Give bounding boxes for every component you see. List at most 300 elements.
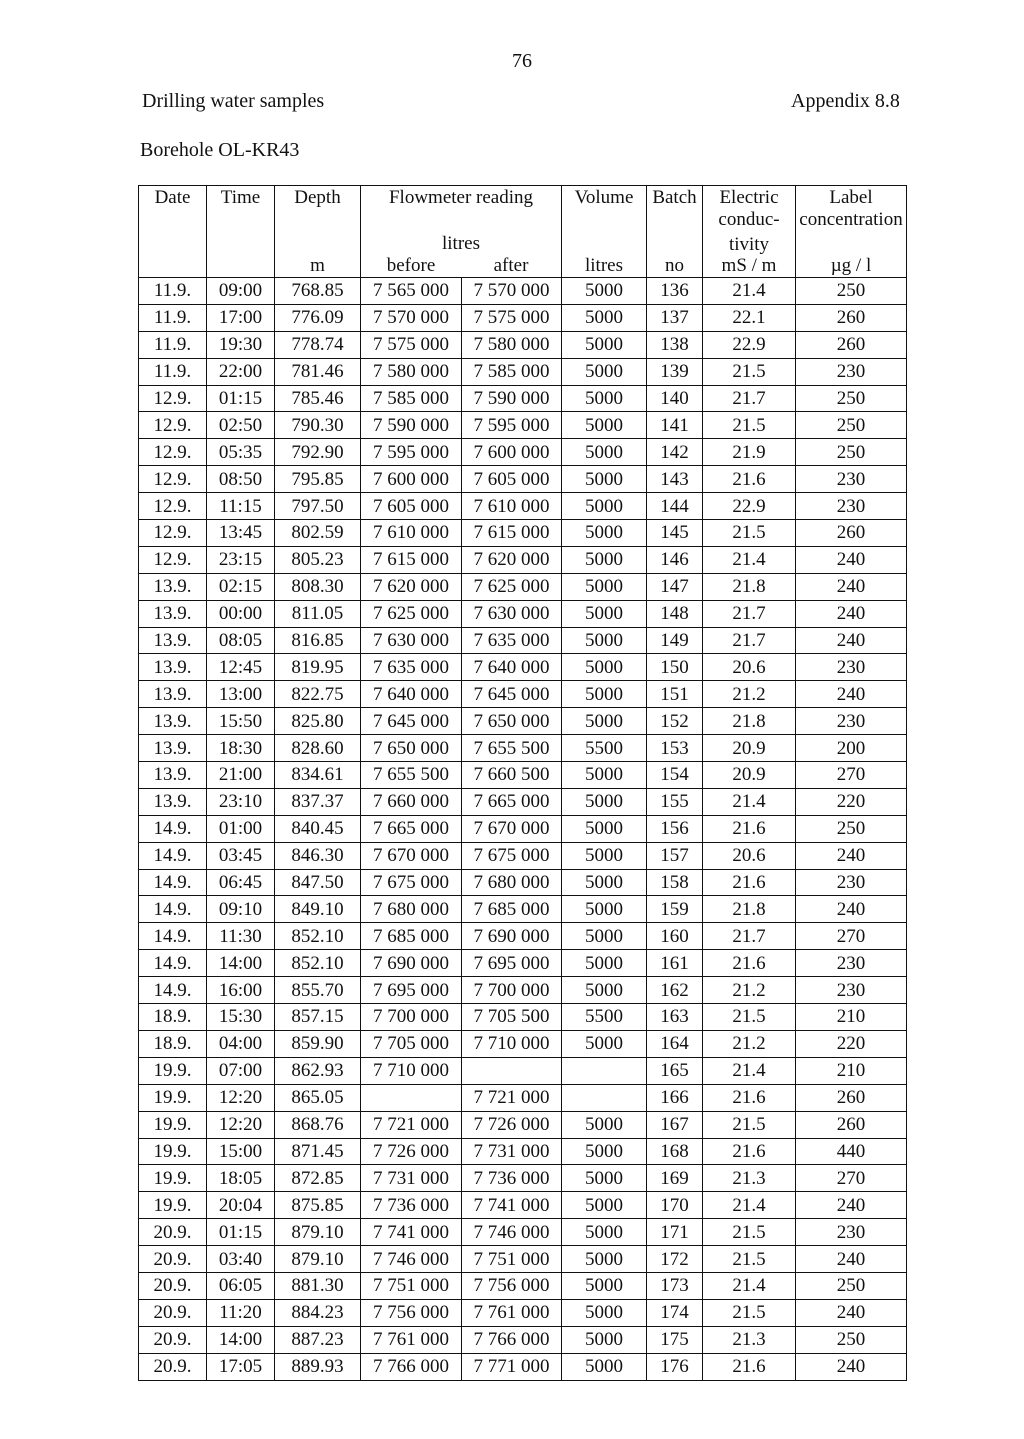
- cell-depth: 865.05: [275, 1084, 361, 1111]
- table-row: [139, 977, 907, 1004]
- cell-date: 12.9.: [139, 520, 207, 547]
- cell-flow-after: 7 741 000: [462, 1192, 562, 1219]
- samples-table: [138, 185, 907, 1381]
- cell-depth: 837.37: [275, 788, 361, 815]
- cell-batch: 170: [647, 1192, 703, 1219]
- cell-conductivity: 21.7: [703, 600, 796, 627]
- cell-depth: 852.10: [275, 950, 361, 977]
- cell-flow-before: 7 630 000: [361, 627, 462, 654]
- cell-label-concentration: 250: [796, 385, 907, 412]
- cell-date: 13.9.: [139, 735, 207, 762]
- cell-depth: 797.50: [275, 493, 361, 520]
- cell-depth: 778.74: [275, 331, 361, 358]
- cell-label-concentration: 240: [796, 1192, 907, 1219]
- cell-batch: 169: [647, 1165, 703, 1192]
- cell-date: 13.9.: [139, 762, 207, 789]
- cell-depth: 859.90: [275, 1030, 361, 1057]
- table-row: [139, 412, 907, 439]
- table-row: [139, 1057, 907, 1084]
- cell-conductivity: 21.4: [703, 1192, 796, 1219]
- cell-time: 13:45: [207, 520, 275, 547]
- cell-label-concentration: 240: [796, 546, 907, 573]
- cell-flow-before: 7 590 000: [361, 412, 462, 439]
- header-flowmeter-before: before: [386, 255, 436, 276]
- cell-batch: 168: [647, 1138, 703, 1165]
- cell-label-concentration: 250: [796, 815, 907, 842]
- cell-date: 14.9.: [139, 923, 207, 950]
- cell-depth: 795.85: [275, 466, 361, 493]
- cell-flow-before: 7 580 000: [361, 358, 462, 385]
- cell-conductivity: 21.5: [703, 1219, 796, 1246]
- cell-depth: 852.10: [275, 923, 361, 950]
- cell-batch: 144: [647, 493, 703, 520]
- cell-flow-after: 7 690 000: [462, 923, 562, 950]
- cell-volume: 5000: [562, 896, 647, 923]
- cell-volume: 5000: [562, 1246, 647, 1273]
- cell-volume: 5000: [562, 1138, 647, 1165]
- cell-depth: 805.23: [275, 546, 361, 573]
- cell-label-concentration: 240: [796, 573, 907, 600]
- cell-flow-before: 7 600 000: [361, 466, 462, 493]
- cell-date: 13.9.: [139, 788, 207, 815]
- cell-depth: 855.70: [275, 977, 361, 1004]
- cell-label-concentration: 230: [796, 466, 907, 493]
- cell-time: 09:00: [207, 278, 275, 305]
- cell-batch: 160: [647, 923, 703, 950]
- cell-volume: 5000: [562, 788, 647, 815]
- cell-flow-before: 7 731 000: [361, 1165, 462, 1192]
- cell-flow-before: 7 685 000: [361, 923, 462, 950]
- cell-date: 20.9.: [139, 1326, 207, 1353]
- cell-flow-after: 7 746 000: [462, 1219, 562, 1246]
- cell-label-concentration: 270: [796, 762, 907, 789]
- cell-volume: 5000: [562, 385, 647, 412]
- cell-label-concentration: 270: [796, 923, 907, 950]
- cell-time: 23:10: [207, 788, 275, 815]
- cell-time: 12:20: [207, 1084, 275, 1111]
- cell-depth: 790.30: [275, 412, 361, 439]
- cell-label-concentration: 250: [796, 1272, 907, 1299]
- cell-flow-after: [462, 1057, 562, 1084]
- cell-volume: 5000: [562, 977, 647, 1004]
- cell-time: 07:00: [207, 1057, 275, 1084]
- cell-flow-before: [361, 1084, 462, 1111]
- page-number: 76: [512, 50, 532, 72]
- cell-conductivity: 21.4: [703, 788, 796, 815]
- cell-flow-after: 7 761 000: [462, 1299, 562, 1326]
- cell-conductivity: 21.3: [703, 1326, 796, 1353]
- cell-date: 13.9.: [139, 573, 207, 600]
- cell-batch: 173: [647, 1272, 703, 1299]
- cell-time: 13:00: [207, 681, 275, 708]
- cell-volume: 5000: [562, 950, 647, 977]
- cell-label-concentration: 210: [796, 1057, 907, 1084]
- cell-depth: 875.85: [275, 1192, 361, 1219]
- cell-flow-after: 7 650 000: [462, 708, 562, 735]
- cell-date: 14.9.: [139, 842, 207, 869]
- header-volume-unit: litres: [585, 255, 623, 276]
- cell-flow-before: 7 700 000: [361, 1004, 462, 1031]
- cell-conductivity: 21.3: [703, 1165, 796, 1192]
- cell-volume: 5000: [562, 1326, 647, 1353]
- cell-label-concentration: 230: [796, 493, 907, 520]
- cell-flow-after: 7 695 000: [462, 950, 562, 977]
- cell-time: 04:00: [207, 1030, 275, 1057]
- cell-volume: 5000: [562, 1192, 647, 1219]
- cell-flow-after: 7 570 000: [462, 278, 562, 305]
- cell-conductivity: 21.6: [703, 950, 796, 977]
- cell-time: 01:00: [207, 815, 275, 842]
- cell-volume: 5000: [562, 842, 647, 869]
- cell-label-concentration: 260: [796, 1111, 907, 1138]
- cell-batch: 174: [647, 1299, 703, 1326]
- cell-batch: 150: [647, 654, 703, 681]
- cell-batch: 156: [647, 815, 703, 842]
- cell-volume: 5000: [562, 412, 647, 439]
- table-row: [139, 681, 907, 708]
- cell-flow-before: 7 736 000: [361, 1192, 462, 1219]
- cell-label-concentration: 230: [796, 1219, 907, 1246]
- table-row: [139, 654, 907, 681]
- cell-depth: 792.90: [275, 439, 361, 466]
- cell-depth: 868.76: [275, 1111, 361, 1138]
- cell-conductivity: 21.6: [703, 815, 796, 842]
- cell-flow-before: 7 570 000: [361, 304, 462, 331]
- cell-batch: 166: [647, 1084, 703, 1111]
- cell-time: 19:30: [207, 331, 275, 358]
- cell-batch: 147: [647, 573, 703, 600]
- cell-flow-after: 7 705 500: [462, 1004, 562, 1031]
- table-row: [139, 1030, 907, 1057]
- cell-date: 14.9.: [139, 869, 207, 896]
- cell-label-concentration: 220: [796, 1030, 907, 1057]
- cell-flow-before: 7 695 000: [361, 977, 462, 1004]
- cell-depth: 879.10: [275, 1219, 361, 1246]
- cell-batch: 157: [647, 842, 703, 869]
- cell-flow-after: 7 766 000: [462, 1326, 562, 1353]
- cell-volume: 5000: [562, 762, 647, 789]
- cell-conductivity: 21.5: [703, 1246, 796, 1273]
- table-row: [139, 950, 907, 977]
- table-row: [139, 735, 907, 762]
- cell-conductivity: 21.4: [703, 1057, 796, 1084]
- cell-depth: 871.45: [275, 1138, 361, 1165]
- cell-time: 21:00: [207, 762, 275, 789]
- cell-flow-before: 7 756 000: [361, 1299, 462, 1326]
- cell-batch: 155: [647, 788, 703, 815]
- cell-conductivity: 21.6: [703, 869, 796, 896]
- cell-conductivity: 21.2: [703, 1030, 796, 1057]
- cell-label-concentration: 230: [796, 977, 907, 1004]
- cell-volume: 5000: [562, 331, 647, 358]
- cell-depth: 857.15: [275, 1004, 361, 1031]
- cell-flow-before: 7 650 000: [361, 735, 462, 762]
- cell-date: 14.9.: [139, 977, 207, 1004]
- cell-flow-before: 7 645 000: [361, 708, 462, 735]
- cell-volume: 5500: [562, 735, 647, 762]
- cell-date: 20.9.: [139, 1272, 207, 1299]
- table-row: [139, 869, 907, 896]
- cell-flow-after: 7 610 000: [462, 493, 562, 520]
- cell-time: 06:45: [207, 869, 275, 896]
- cell-label-concentration: 240: [796, 627, 907, 654]
- cell-flow-after: 7 625 000: [462, 573, 562, 600]
- table-row: [139, 520, 907, 547]
- cell-depth: 781.46: [275, 358, 361, 385]
- table-row: [139, 1353, 907, 1380]
- cell-volume: 5000: [562, 869, 647, 896]
- cell-flow-after: 7 605 000: [462, 466, 562, 493]
- table-row: [139, 1004, 907, 1031]
- cell-batch: 140: [647, 385, 703, 412]
- cell-flow-before: 7 660 000: [361, 788, 462, 815]
- cell-depth: 879.10: [275, 1246, 361, 1273]
- cell-date: 12.9.: [139, 493, 207, 520]
- cell-time: 23:15: [207, 546, 275, 573]
- cell-time: 16:00: [207, 977, 275, 1004]
- cell-batch: 143: [647, 466, 703, 493]
- cell-conductivity: 21.7: [703, 627, 796, 654]
- cell-flow-after: 7 731 000: [462, 1138, 562, 1165]
- cell-depth: 889.93: [275, 1353, 361, 1380]
- cell-time: 15:50: [207, 708, 275, 735]
- header-label-line2: concentration: [799, 209, 903, 230]
- cell-conductivity: 21.5: [703, 412, 796, 439]
- cell-flow-after: 7 710 000: [462, 1030, 562, 1057]
- table-row: [139, 1138, 907, 1165]
- header-depth-label: Depth: [294, 187, 341, 208]
- cell-time: 00:00: [207, 600, 275, 627]
- cell-depth: 822.75: [275, 681, 361, 708]
- cell-time: 08:50: [207, 466, 275, 493]
- cell-depth: 828.60: [275, 735, 361, 762]
- cell-flow-after: 7 640 000: [462, 654, 562, 681]
- cell-flow-before: 7 675 000: [361, 869, 462, 896]
- header-batch-label: Batch: [652, 187, 697, 208]
- cell-flow-after: 7 585 000: [462, 358, 562, 385]
- borehole-label: Borehole OL-KR43: [140, 139, 300, 161]
- cell-date: 20.9.: [139, 1246, 207, 1273]
- cell-flow-after: 7 700 000: [462, 977, 562, 1004]
- cell-batch: 136: [647, 278, 703, 305]
- cell-depth: 872.85: [275, 1165, 361, 1192]
- table-row: [139, 1246, 907, 1273]
- header-ec-line2: conduc-: [718, 209, 780, 230]
- header-label-unit: µg / l: [830, 255, 872, 276]
- cell-depth: 776.09: [275, 304, 361, 331]
- table-row: [139, 385, 907, 412]
- cell-label-concentration: 230: [796, 708, 907, 735]
- cell-depth: 808.30: [275, 573, 361, 600]
- cell-date: 20.9.: [139, 1219, 207, 1246]
- cell-flow-before: 7 605 000: [361, 493, 462, 520]
- cell-conductivity: 21.4: [703, 546, 796, 573]
- cell-batch: 159: [647, 896, 703, 923]
- table-row: [139, 331, 907, 358]
- table-row: [139, 1326, 907, 1353]
- cell-date: 13.9.: [139, 627, 207, 654]
- cell-time: 20:04: [207, 1192, 275, 1219]
- cell-date: 20.9.: [139, 1299, 207, 1326]
- header-flowmeter-unit: litres: [442, 233, 480, 254]
- cell-date: 13.9.: [139, 708, 207, 735]
- cell-date: 20.9.: [139, 1353, 207, 1380]
- header-ec-line3: tivity: [728, 234, 770, 255]
- cell-time: 02:50: [207, 412, 275, 439]
- cell-date: 19.9.: [139, 1084, 207, 1111]
- header-label-line1: Label: [829, 187, 873, 208]
- cell-label-concentration: 240: [796, 600, 907, 627]
- cell-flow-before: 7 690 000: [361, 950, 462, 977]
- cell-label-concentration: 250: [796, 278, 907, 305]
- cell-flow-after: 7 751 000: [462, 1246, 562, 1273]
- cell-conductivity: 21.7: [703, 385, 796, 412]
- header-ec-unit: mS / m: [721, 255, 777, 276]
- cell-time: 11:15: [207, 493, 275, 520]
- cell-volume: 5000: [562, 439, 647, 466]
- cell-batch: 176: [647, 1353, 703, 1380]
- cell-date: 14.9.: [139, 950, 207, 977]
- cell-depth: 811.05: [275, 600, 361, 627]
- cell-flow-before: 7 655 500: [361, 762, 462, 789]
- cell-depth: 825.80: [275, 708, 361, 735]
- header-flowmeter-label: Flowmeter reading: [388, 187, 534, 208]
- cell-conductivity: 21.8: [703, 896, 796, 923]
- cell-batch: 165: [647, 1057, 703, 1084]
- cell-conductivity: 21.6: [703, 1353, 796, 1380]
- cell-time: 12:45: [207, 654, 275, 681]
- cell-flow-before: 7 680 000: [361, 896, 462, 923]
- cell-flow-after: 7 685 000: [462, 896, 562, 923]
- header-depth-unit: m: [310, 255, 325, 276]
- cell-flow-before: 7 710 000: [361, 1057, 462, 1084]
- cell-batch: 152: [647, 708, 703, 735]
- cell-flow-after: 7 620 000: [462, 546, 562, 573]
- table-row: [139, 358, 907, 385]
- cell-label-concentration: 250: [796, 439, 907, 466]
- cell-time: 15:00: [207, 1138, 275, 1165]
- table-row: [139, 1219, 907, 1246]
- cell-flow-before: 7 625 000: [361, 600, 462, 627]
- cell-time: 01:15: [207, 1219, 275, 1246]
- cell-label-concentration: 240: [796, 842, 907, 869]
- cell-date: 12.9.: [139, 385, 207, 412]
- cell-conductivity: 21.6: [703, 1138, 796, 1165]
- cell-volume: [562, 1084, 647, 1111]
- cell-batch: 153: [647, 735, 703, 762]
- cell-conductivity: 20.6: [703, 842, 796, 869]
- cell-volume: 5000: [562, 1219, 647, 1246]
- cell-batch: 149: [647, 627, 703, 654]
- cell-conductivity: 21.9: [703, 439, 796, 466]
- cell-label-concentration: 250: [796, 1326, 907, 1353]
- cell-label-concentration: 220: [796, 788, 907, 815]
- cell-batch: 164: [647, 1030, 703, 1057]
- cell-volume: 5000: [562, 815, 647, 842]
- cell-date: 11.9.: [139, 278, 207, 305]
- cell-batch: 151: [647, 681, 703, 708]
- cell-flow-after: 7 665 000: [462, 788, 562, 815]
- cell-flow-before: 7 640 000: [361, 681, 462, 708]
- table-row: [139, 439, 907, 466]
- cell-conductivity: 21.5: [703, 1111, 796, 1138]
- cell-batch: 148: [647, 600, 703, 627]
- header-electric-conductivity: [703, 186, 796, 278]
- cell-batch: 161: [647, 950, 703, 977]
- cell-conductivity: 21.8: [703, 573, 796, 600]
- cell-flow-after: 7 600 000: [462, 439, 562, 466]
- cell-flow-before: 7 766 000: [361, 1353, 462, 1380]
- cell-conductivity: 20.6: [703, 654, 796, 681]
- cell-conductivity: 21.4: [703, 278, 796, 305]
- cell-label-concentration: 230: [796, 654, 907, 681]
- cell-date: 19.9.: [139, 1138, 207, 1165]
- cell-date: 12.9.: [139, 466, 207, 493]
- cell-label-concentration: 260: [796, 520, 907, 547]
- cell-batch: 146: [647, 546, 703, 573]
- cell-conductivity: 21.5: [703, 1299, 796, 1326]
- cell-flow-before: 7 565 000: [361, 278, 462, 305]
- table-row: [139, 1272, 907, 1299]
- header-time-label: Time: [220, 187, 261, 208]
- cell-conductivity: 21.2: [703, 977, 796, 1004]
- cell-batch: 162: [647, 977, 703, 1004]
- cell-batch: 158: [647, 869, 703, 896]
- cell-volume: 5000: [562, 466, 647, 493]
- cell-flow-before: 7 595 000: [361, 439, 462, 466]
- cell-conductivity: 21.6: [703, 1084, 796, 1111]
- cell-depth: 849.10: [275, 896, 361, 923]
- cell-flow-after: 7 575 000: [462, 304, 562, 331]
- header-batch-unit: no: [665, 255, 684, 276]
- cell-time: 03:40: [207, 1246, 275, 1273]
- table-row: [139, 788, 907, 815]
- cell-depth: 847.50: [275, 869, 361, 896]
- cell-depth: 881.30: [275, 1272, 361, 1299]
- appendix-label: Appendix 8.8: [791, 90, 900, 112]
- cell-depth: 802.59: [275, 520, 361, 547]
- cell-batch: 154: [647, 762, 703, 789]
- cell-flow-before: 7 665 000: [361, 815, 462, 842]
- cell-flow-before: 7 610 000: [361, 520, 462, 547]
- cell-batch: 167: [647, 1111, 703, 1138]
- cell-depth: 884.23: [275, 1299, 361, 1326]
- cell-batch: 141: [647, 412, 703, 439]
- cell-flow-before: 7 726 000: [361, 1138, 462, 1165]
- cell-time: 08:05: [207, 627, 275, 654]
- cell-flow-after: 7 630 000: [462, 600, 562, 627]
- cell-volume: 5000: [562, 546, 647, 573]
- cell-date: 13.9.: [139, 600, 207, 627]
- cell-date: 19.9.: [139, 1192, 207, 1219]
- cell-volume: 5000: [562, 573, 647, 600]
- cell-depth: 846.30: [275, 842, 361, 869]
- cell-conductivity: 21.7: [703, 923, 796, 950]
- cell-flow-before: 7 705 000: [361, 1030, 462, 1057]
- cell-volume: 5000: [562, 627, 647, 654]
- cell-volume: 5000: [562, 1353, 647, 1380]
- cell-conductivity: 21.5: [703, 358, 796, 385]
- cell-label-concentration: 240: [796, 1299, 907, 1326]
- cell-flow-before: 7 751 000: [361, 1272, 462, 1299]
- cell-depth: 862.93: [275, 1057, 361, 1084]
- cell-date: 13.9.: [139, 654, 207, 681]
- cell-date: 11.9.: [139, 304, 207, 331]
- cell-flow-before: 7 585 000: [361, 385, 462, 412]
- cell-flow-after: 7 595 000: [462, 412, 562, 439]
- table-row: [139, 627, 907, 654]
- cell-label-concentration: 270: [796, 1165, 907, 1192]
